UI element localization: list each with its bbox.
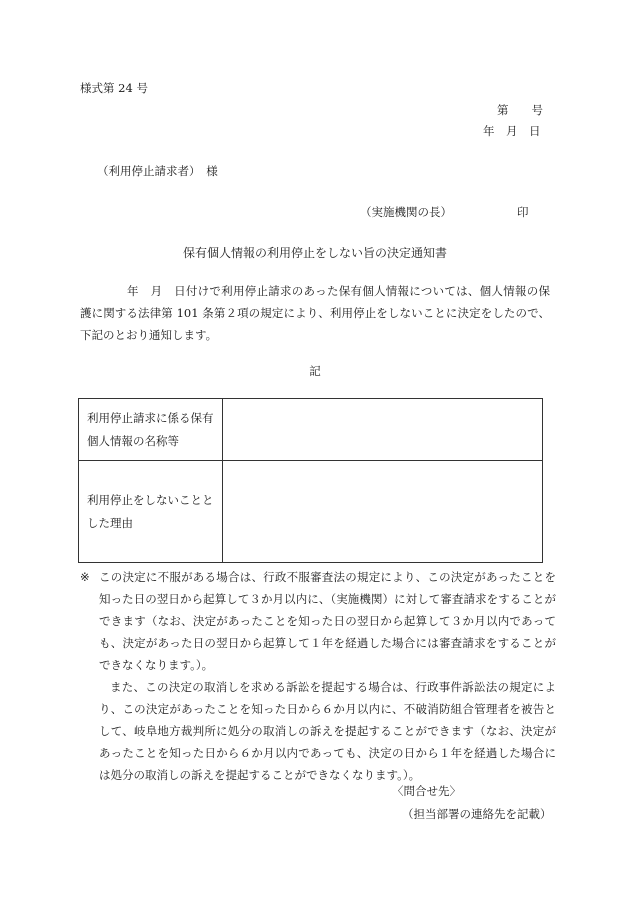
row-label-info-name: 利用停止請求に係る保有個人情報の名称等 <box>79 399 223 461</box>
contact-text: （担当部署の連絡先を記載） <box>402 807 552 821</box>
ki-heading: 記 <box>309 364 321 378</box>
seal-mark: 印 <box>517 205 529 219</box>
note-mark: ※ <box>80 570 90 584</box>
body-paragraph: 年 月 日付けで利用停止請求のあった保有個人情報については、個人情報の保護に関する法律第 101 条第２項の規定により、利用停止をしないことに決定をしたので、下記のとおり通知します。 <box>80 284 550 342</box>
row-value-reason <box>223 461 543 563</box>
note-appeal <box>80 566 556 676</box>
form-number: 様式第 24 号 <box>80 81 148 95</box>
contact-label: 〈問合せ先〉 <box>392 784 461 798</box>
notes-section <box>80 566 556 786</box>
addressee-name: （利用停止請求者） 様 <box>97 164 218 178</box>
document-date: 年 月 日 <box>483 124 541 138</box>
table-row <box>79 461 543 563</box>
document-number: 第 号 <box>497 103 543 117</box>
sender-head: （実施機関の長） <box>360 205 452 219</box>
note-lawsuit: また、この決定の取消しを求める訴訟を提起する場合は、行政事件訴訟法の規定により、この決定があったことを知った日から６か月以内に、不破消防組合管理者を被告として、岐阜地方裁判所に処分の取消しの訴えを提起することができます（なお、決定があったことを知った日から６か月以内であっても、決定の日から１年を経過した場合には処分の取消しの訴えを提起することができなくなります。）。 <box>99 680 556 782</box>
note-appeal-text: この決定に不服がある場合は、行政不服審査法の規定により、この決定があったことを知った日の翌日から起算して３か月以内に、（実施機関）に対して審査請求をすることができます（なお、決定があったことを知った日の翌日から起算して３か月以内であっても、決定があった日の翌日から起算して１年を経過した場合には審査請求をすることができなくなります。）。 <box>99 570 556 672</box>
document-title: 保有個人情報の利用停止をしない旨の決定通知書 <box>182 246 447 260</box>
info-table <box>78 398 543 563</box>
table-row <box>79 399 543 461</box>
row-label-reason: 利用停止をしないこととした理由 <box>79 461 223 563</box>
row-value-info-name <box>223 399 543 461</box>
